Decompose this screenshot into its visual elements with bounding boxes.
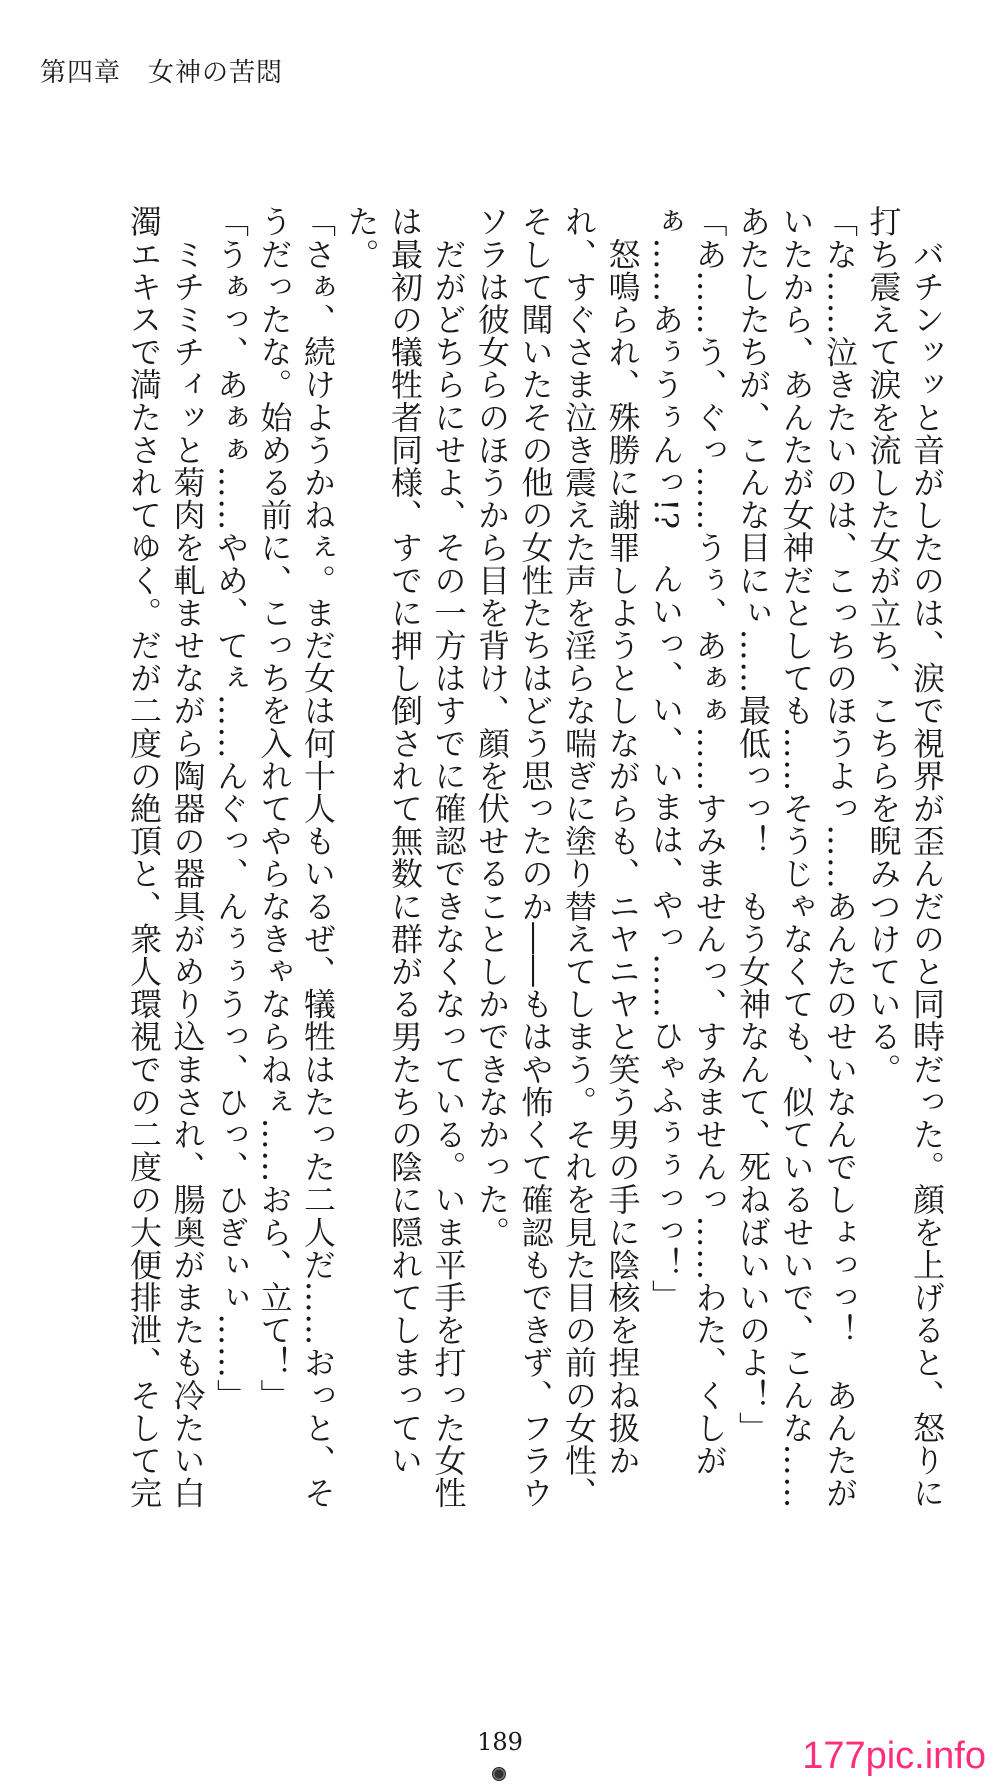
paragraph: 怒鳴られ、殊勝に謝罪しようとしながらも、ニヤニヤと笑う男の手に陰核を捏ね扱かれ、すぐさま泣き震えた声を淫らな喘ぎに塗り替えてしまう。それを見た目の前の女性、そして聞いたその他の女性たちはどう思ったのか――もはや怖くて確認もできず、フラウソラは彼女らのほうから目を背け、顔を伏せることしかできなかった。 (473, 205, 642, 1509)
paragraph: だがどちらにせよ、その一方はすでに確認できなくなっている。いま平手を打った女性は最初の犠牲者同様、すでに押し倒されて無数に群がる男たちの陰に隠れてしまっていた。 (342, 205, 468, 1509)
paragraph: 「あ……う、ぐっ……うぅ、あぁぁ……すみませんっ、すみませんっ……わた、くしがぁ……あぅうぅんっ!? んいっ、い、いまは、やっ……ひゃふぅぅっっ！」 (647, 205, 729, 1477)
running-head: 第四章 女神の苦悶 (40, 58, 284, 88)
paragraph: ミチミチィッと菊肉を軋ませながら陶器の器具がめり込まされ、腸奥がまたも冷たい白濁エキスで満たされてゆく。だが二度の絶頂と、衆人環視での二度の大便排泄、そして完 (125, 205, 207, 1509)
paragraph: バチンッッと音がしたのは、涙で視界が歪んだのと同時だった。顔を上げると、怒りに打ち震えて涙を流した女が立ち、こちらを睨みつけている。 (864, 205, 946, 1509)
watermark: 177pic.info (802, 1735, 986, 1777)
paragraph: 「さぁ、続けようかねぇ。まだ女は何十人もいるぜ、犠牲はたった二人だ……おっと、そうだったな。始める前に、こっちを入れてやらなきゃならねぇ……おら、立て！」 (255, 205, 337, 1509)
page-ornament-icon (492, 1767, 506, 1781)
page-number: 189 (477, 1728, 523, 1756)
paragraph: 「な……泣きたいのは、こっちのほうよっ……あんたのせいなんでしょっっ！ あんたがいたから、あんたが女神だとしても……そうじゃなくても、似ているせいで、こんな……あたしたちが、こんな目にぃ……最低っっ！ もう女神なんて、死ねばいいのよ！」 (734, 205, 859, 1509)
vertical-text-body (28, 205, 948, 1525)
paragraph: 「うぁっ、あぁぁ……やめ、てぇ……んぐっ、んぅぅうっ、ひっ、ひぎぃぃ……」 (212, 205, 250, 1412)
